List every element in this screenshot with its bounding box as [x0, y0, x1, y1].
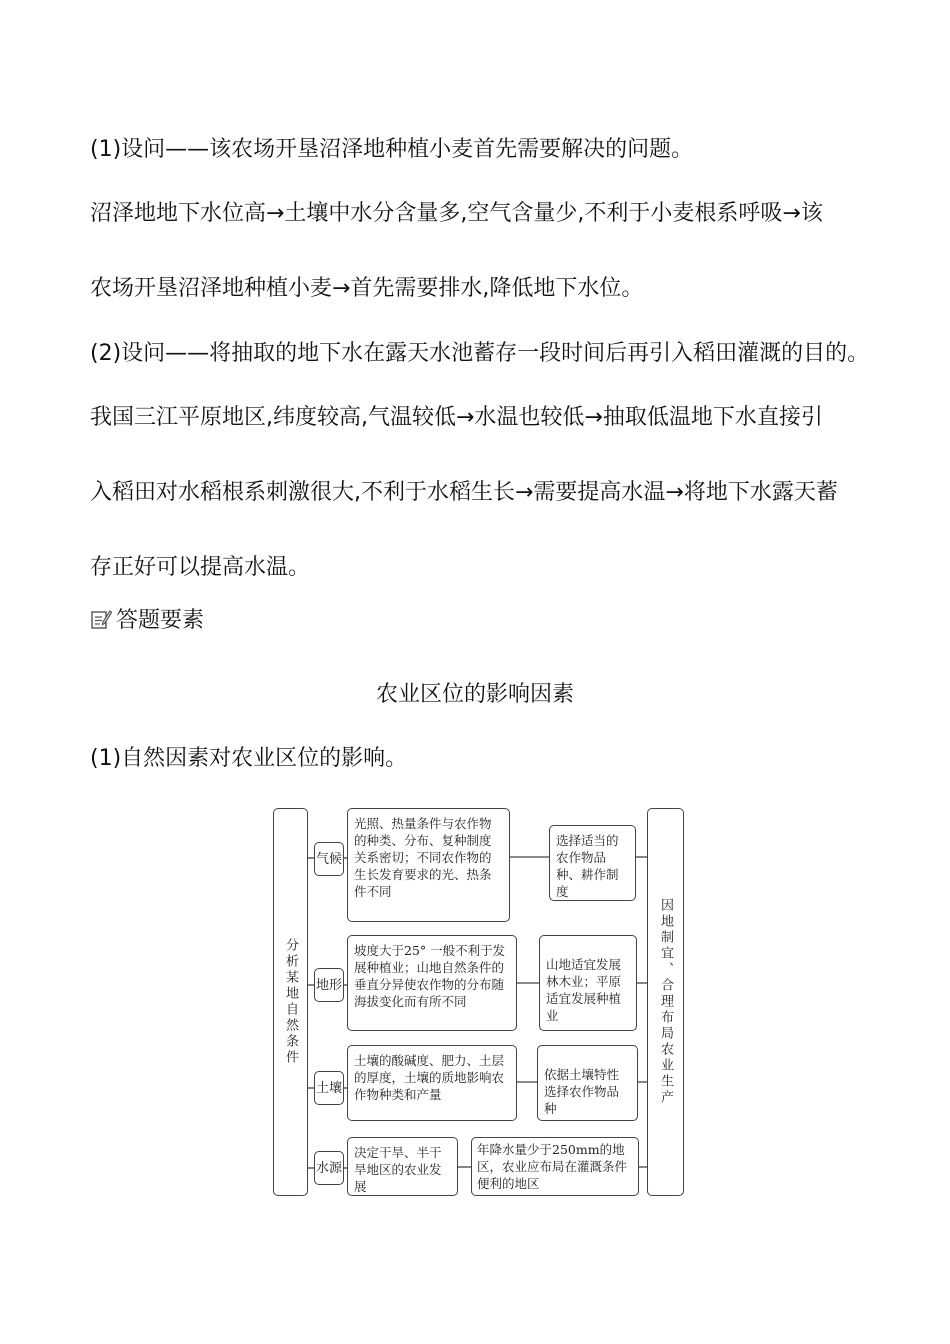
answer-elements-label: 答题要素	[116, 608, 205, 633]
q1-title: (1)设问——该农场开垦沼泽地种植小麦首先需要解决的问题。	[90, 137, 694, 162]
q1-answer-line-1: 沼泽地地下水位高→土壤中水分含量多,空气含量少,不利于小麦根系呼吸→该	[90, 201, 823, 226]
factor-climate: 气候	[314, 842, 344, 876]
description-climate: 光照、热量条件与农作物的种类、分布、复种制度关系密切；不同农作物的生长发育要求的光、热条件不同	[347, 808, 510, 922]
description-soil: 土壤的酸碱度、肥力、土层的厚度，土壤的质地影响农作物种类和产量	[347, 1045, 517, 1121]
q2-title: (2)设问——将抽取的地下水在露天水池蓄存一段时间后再引入稻田灌溉的目的。	[90, 341, 870, 366]
q2-answer-line-3: 存正好可以提高水温。	[90, 555, 311, 580]
section-subtitle: (1)自然因素对农业区位的影响。	[90, 746, 408, 771]
factor-water: 水源	[314, 1151, 344, 1185]
result-soil: 依据土壤特性选择农作物品种	[537, 1045, 638, 1121]
factor-soil: 土壤	[314, 1071, 344, 1105]
factor-terrain: 地形	[314, 968, 344, 1002]
q2-answer-line-2: 入稻田对水稻根系刺激很大,不利于水稻生长→需要提高水温→将地下水露天蓄	[90, 480, 838, 505]
result-water: 年降水量少于250mm的地区，农业应布局在灌溉条件便利的地区	[471, 1137, 639, 1196]
section-title: 农业区位的影响因素	[375, 682, 574, 707]
left-label-box: 分析某地自然条件	[273, 808, 308, 1196]
q2-answer-line-1: 我国三江平原地区,纬度较高,气温较低→水温也较低→抽取低温地下水直接引	[90, 405, 823, 430]
description-water: 决定干旱、半干旱地区的农业发展	[347, 1137, 458, 1196]
result-climate: 选择适当的农作物品种、耕作制度	[549, 825, 636, 901]
result-terrain: 山地适宜发展林木业；平原适宜发展种植业	[539, 935, 637, 1031]
q1-answer-line-2: 农场开垦沼泽地种植小麦→首先需要排水,降低地下水位。	[90, 276, 644, 301]
description-terrain: 坡度大于25° 一般不利于发展种植业；山地自然条件的垂直分异使农作物的分布随海拔变化而有所不同	[347, 935, 517, 1031]
right-label-box: 因地制宜、合理布局农业生产	[647, 808, 684, 1196]
